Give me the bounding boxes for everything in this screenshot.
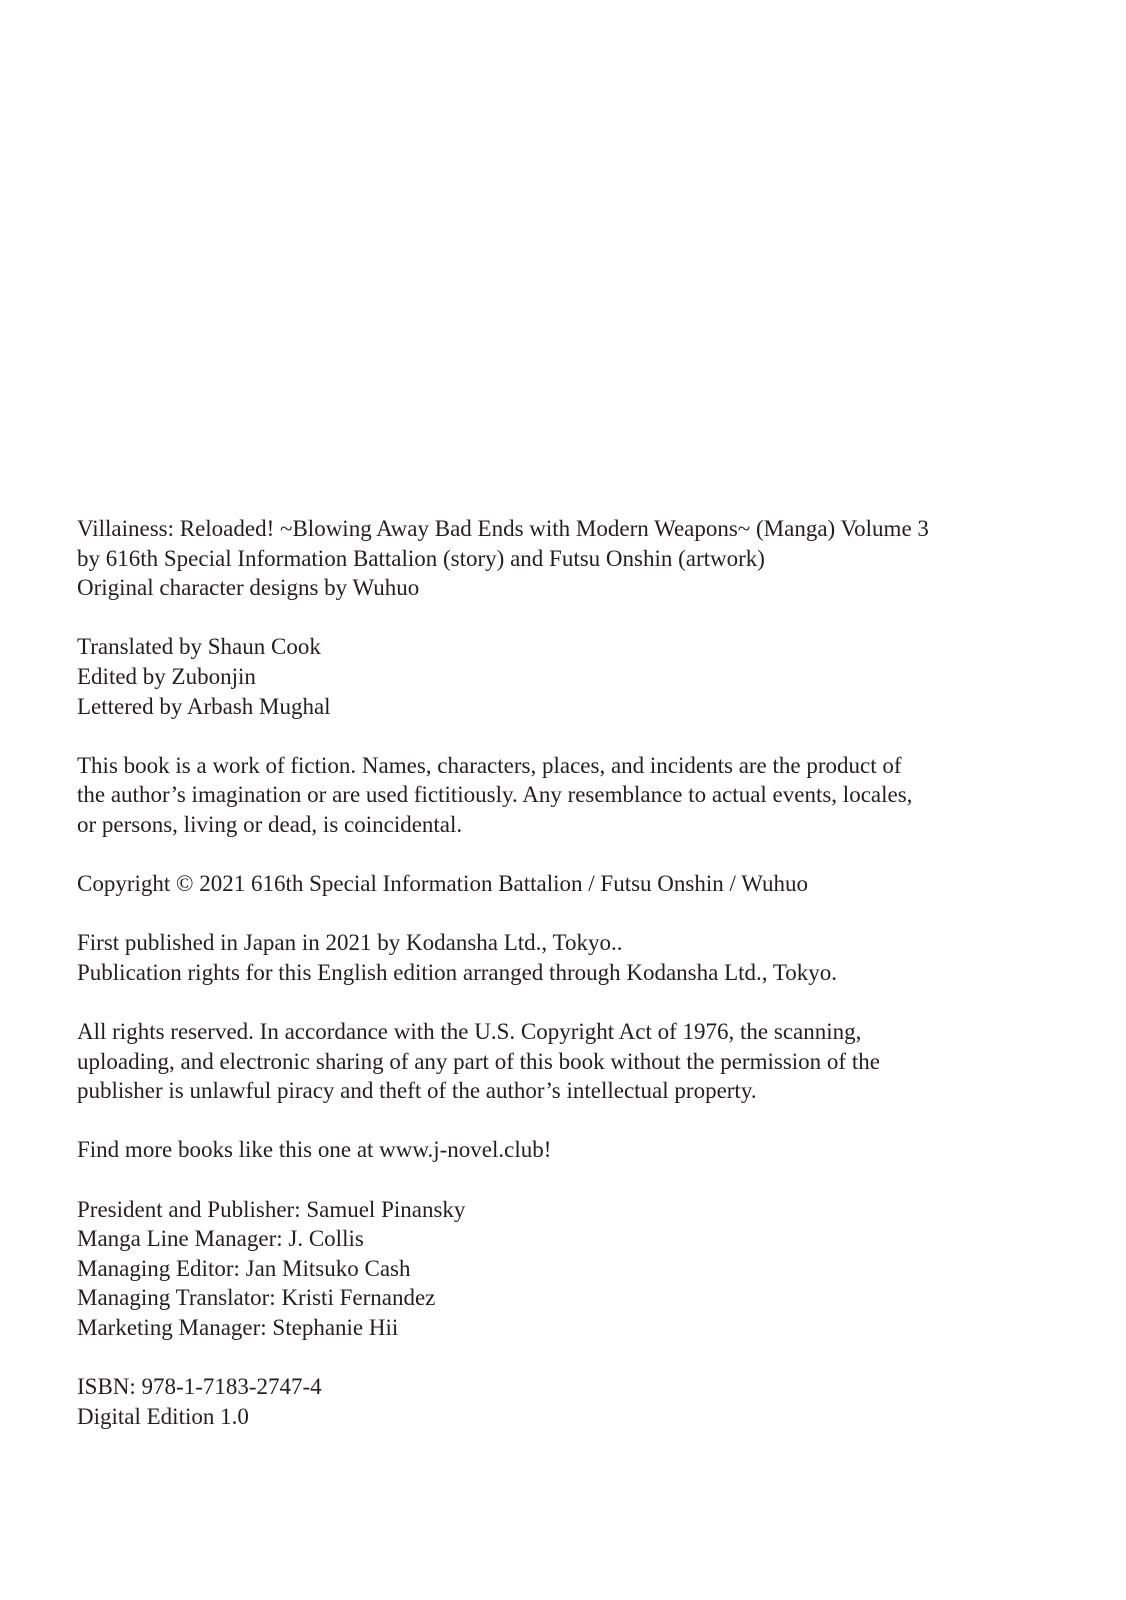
rights-reserved-paragraph [77,1017,1067,1106]
isbn-line: ISBN: 978-1-7183-2747-4 [77,1374,322,1400]
president-publisher-line: President and Publisher: Samuel Pinansky [77,1196,466,1222]
managing-editor-line: Managing Editor: Jan Mitsuko Cash [77,1255,411,1281]
rights-line-2: uploading, and electronic sharing of any part of this book without the permission of the [77,1048,880,1074]
first-published-line: First published in Japan in 2021 by Kodansha Ltd., Tokyo.. [77,930,623,956]
translator-line: Translated by Shaun Cook [77,634,321,660]
disclaimer-line-3: or persons, living or dead, is coincidental. [77,811,463,837]
find-more-paragraph [77,1135,1067,1165]
disclaimer-line-2: the author’s imagination or are used fictitiously. Any resemblance to actual events, locales, [77,782,913,808]
find-more-line: Find more books like this one at www.j-novel.club! [77,1137,552,1163]
marketing-manager-line: Marketing Manager: Stephanie Hii [77,1315,399,1341]
publication-rights-line: Publication rights for this English edition arranged through Kodansha Ltd., Tokyo. [77,959,838,985]
publication-info-paragraph [77,928,1067,987]
fiction-disclaimer-paragraph [77,751,1067,840]
publisher-staff-paragraph [77,1195,1067,1343]
staff-credits-paragraph [77,632,1067,721]
managing-translator-line: Managing Translator: Kristi Fernandez [77,1285,436,1311]
rights-line-1: All rights reserved. In accordance with the U.S. Copyright Act of 1976, the scanning, [77,1019,862,1045]
book-title-line: Villainess: Reloaded! ~Blowing Away Bad Ends with Modern Weapons~ (Manga) Volume 3 [77,516,929,541]
digital-edition-line: Digital Edition 1.0 [77,1403,249,1429]
authors-line: by 616th Special Information Battalion (story) and Futsu Onshin (artwork) [77,545,765,571]
editor-line: Edited by Zubonjin [77,663,256,689]
character-designs-line: Original character designs by Wuhuo [77,575,420,601]
manga-line-manager-line: Manga Line Manager: J. Collis [77,1226,364,1252]
rights-line-3: publisher is unlawful piracy and theft of the author’s intellectual property. [77,1078,757,1104]
copyright-line: Copyright © 2021 616th Special Information Battalion / Futsu Onshin / Wuhuo [77,871,809,897]
isbn-edition-paragraph [77,1372,1067,1431]
disclaimer-line-1: This book is a work of fiction. Names, characters, places, and incidents are the product of [77,752,902,778]
title-credits-paragraph [77,514,1067,603]
copyright-text-block [77,514,1067,1431]
copyright-notice-paragraph [77,869,1067,899]
letterer-line: Lettered by Arbash Mughal [77,693,331,719]
